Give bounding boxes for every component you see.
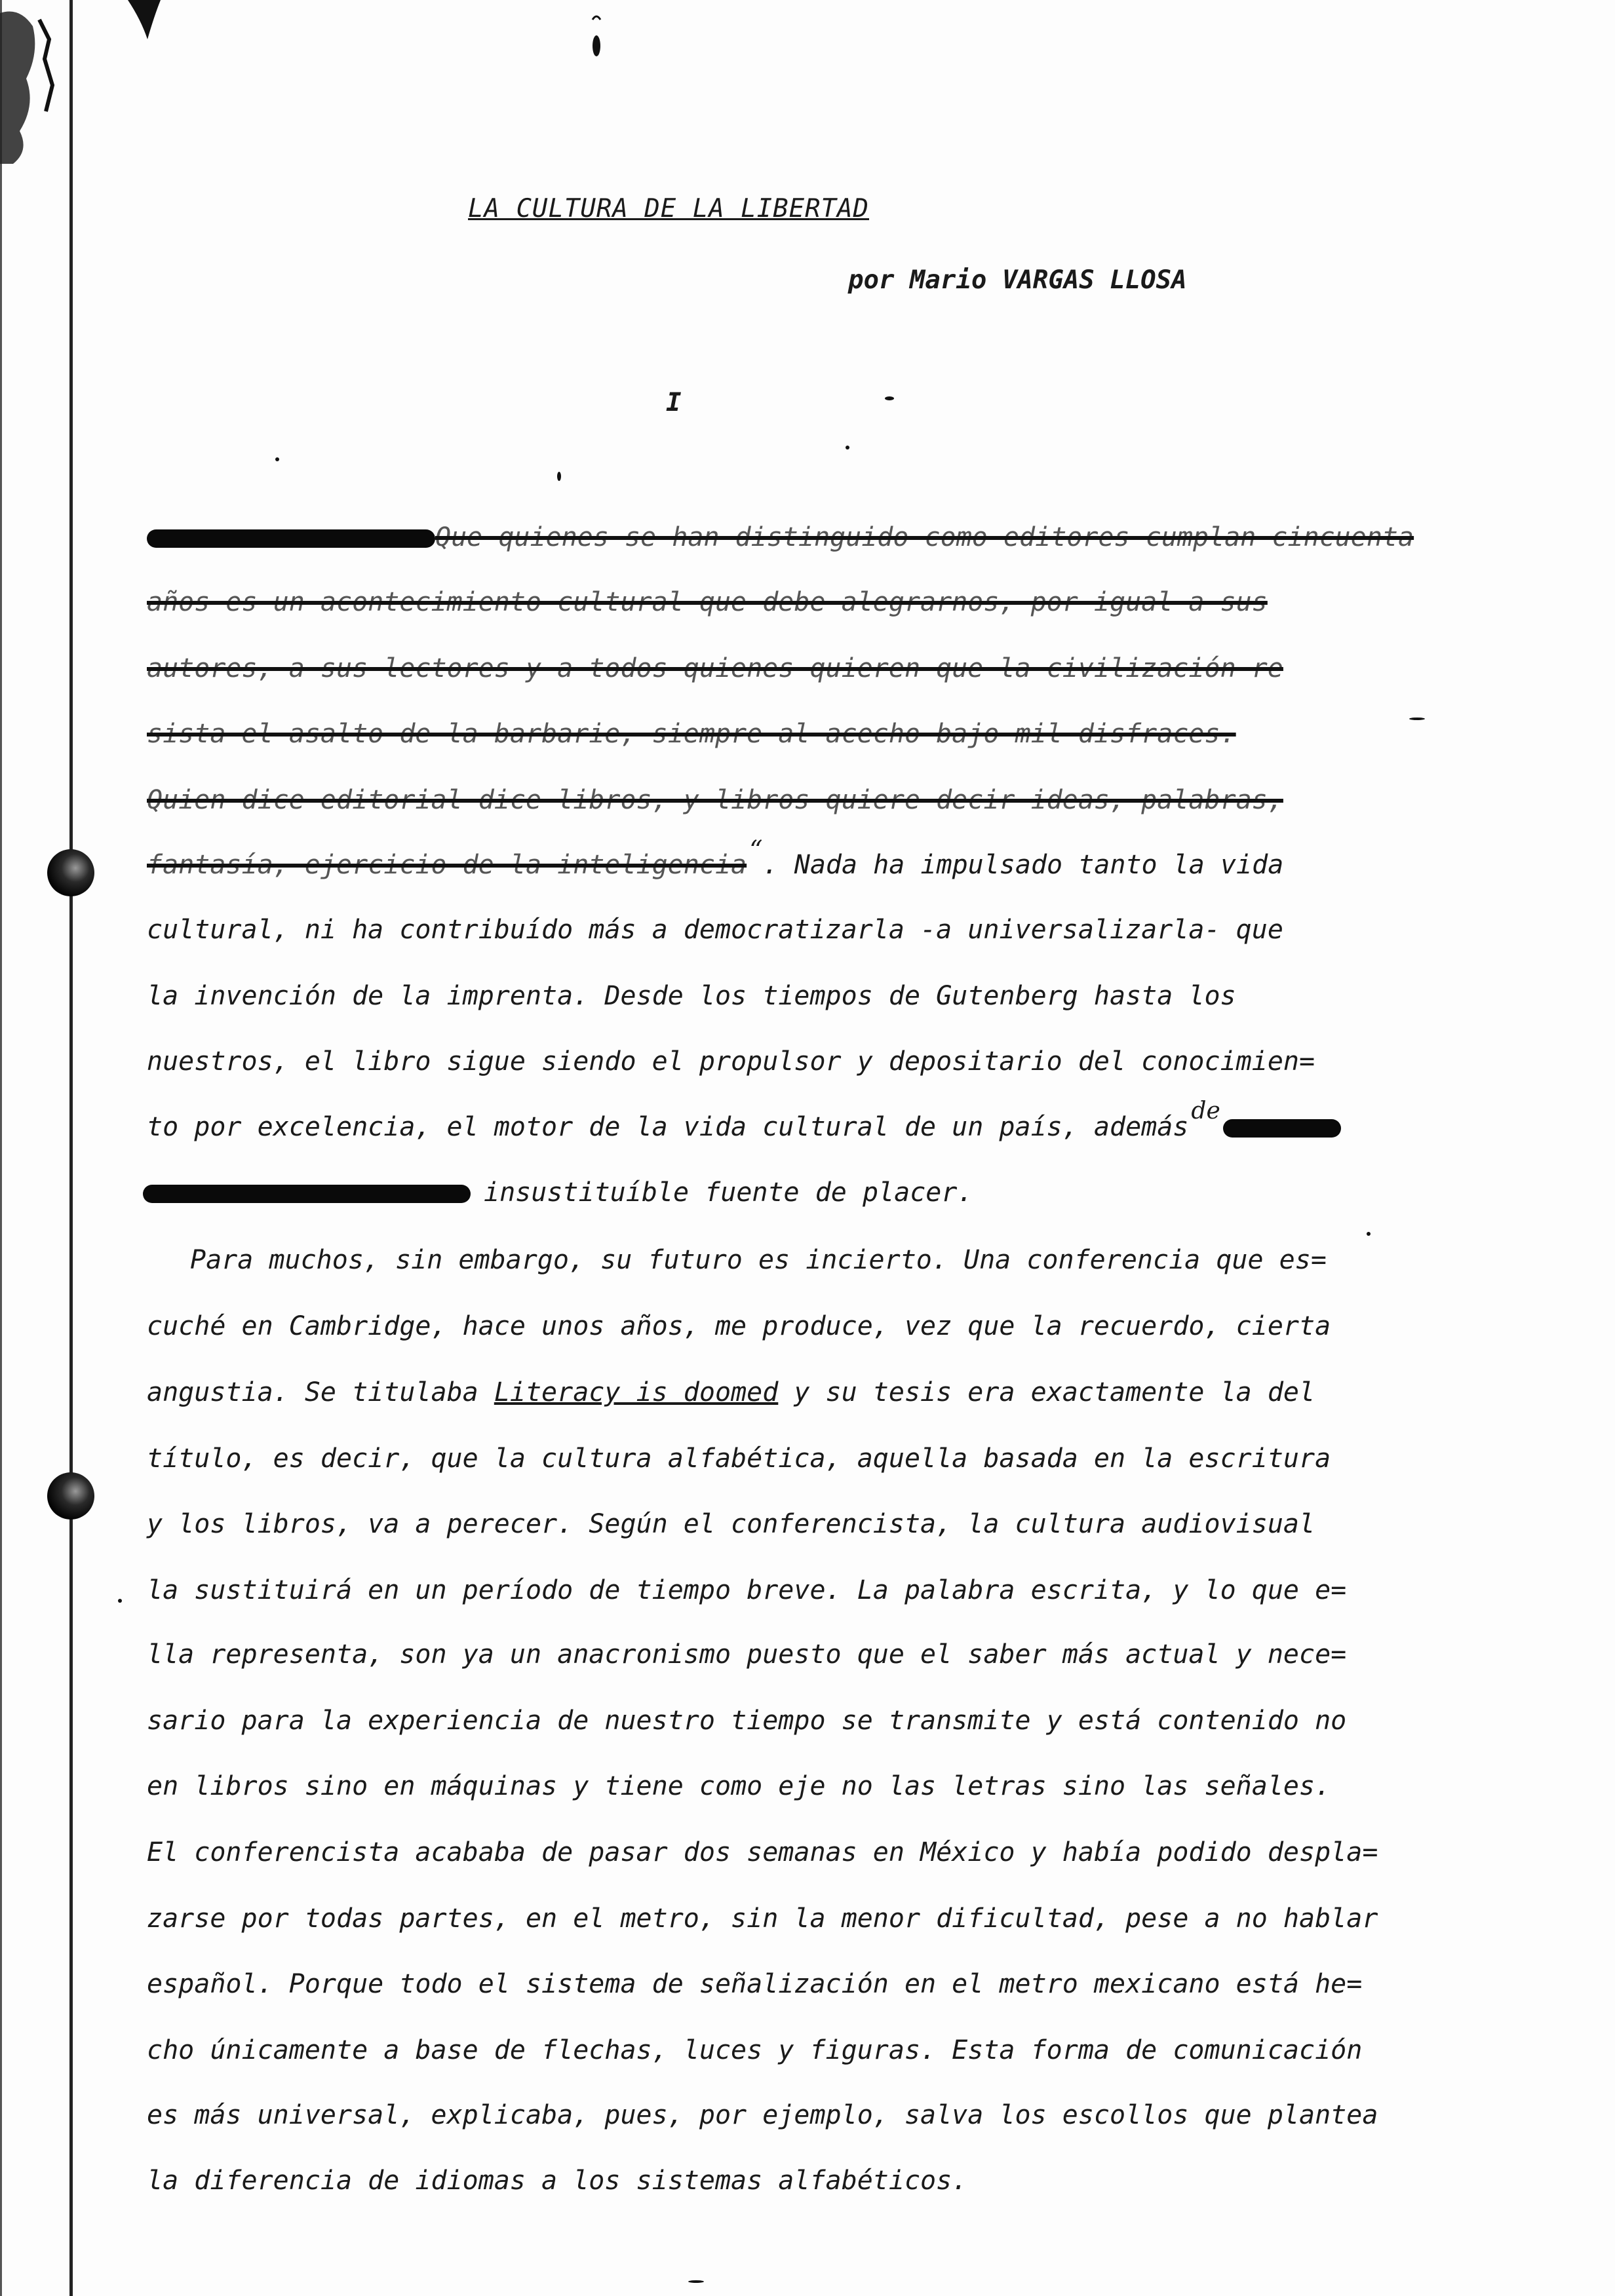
body-text: . Nada ha impulsado tanto la vida [762, 850, 1284, 880]
speck [1367, 1232, 1371, 1236]
paragraph2-line-11: zarse por todas partes, en el metro, sin la menor dificultad, pese a no hablar [147, 1904, 1378, 1934]
paragraph2-line-5: y los libros, va a perecer. Según el conferencista, la cultura audiovisual [147, 1509, 1315, 1539]
redaction-mark [147, 529, 435, 548]
handwritten-quote-mark: “ [749, 835, 763, 866]
speck [118, 1599, 122, 1603]
redaction-mark [143, 1185, 471, 1203]
paragraph2-line-14: es más universal, explicaba, pues, por ejemplo, salva los escollos que plantea [147, 2100, 1378, 2130]
handwritten-insert: de [1191, 1098, 1220, 1124]
paragraph2-line-13: cho únicamente a base de flechas, luces y figuras. Esta forma de comunicación [147, 2035, 1363, 2065]
paragraph2-line-10: El conferencista acababa de pasar dos semanas en México y había podido despla= [147, 1837, 1378, 1867]
paragraph2-line-9: en libros sino en máquinas y tiene como eje no las letras sino las señales. [147, 1771, 1331, 1801]
paragraph2-line-4: título, es decir, que la cultura alfabética, aquella basada en la escritura [147, 1444, 1331, 1474]
paragraph2-line-7: lla representa, son ya un anacronismo puesto que el saber más actual y nece= [147, 1639, 1347, 1670]
speck [885, 396, 894, 400]
document-title: LA CULTURA DE LA LIBERTAD [468, 194, 869, 223]
struck-line-1 [147, 518, 1414, 557]
body-text: to por excelencia, el motor de la vida cultural de un país, además [147, 1112, 1189, 1142]
paragraph1-line-4: nuestros, el libro sigue siendo el propulsor y depositario del conocimien= [147, 1046, 1315, 1077]
struck-text: años es un acontecimiento cultural que debe alegrarnos, por igual a sus [147, 587, 1268, 617]
paragraph2-line-3 [147, 1373, 1315, 1412]
document-author: por Mario VARGAS LLOSA [848, 265, 1187, 295]
struck-text: fantasía, ejercicio de la inteligencia [147, 850, 747, 880]
struck-text: sista el asalto de la barbarie, siempre al acecho bajo mil disfraces. [147, 719, 1236, 749]
paragraph2-line-2: cuché en Cambridge, hace unos años, me produce, vez que la recuerdo, cierta [147, 1311, 1331, 1341]
body-text: insustituíble fuente de placer. [484, 1177, 973, 1208]
struck-line-2 [147, 583, 1268, 622]
speck [557, 472, 561, 481]
section-number: I [666, 388, 682, 417]
speck [275, 457, 279, 461]
page-left-edge [0, 0, 2, 2296]
binder-hole-lower [47, 1472, 94, 1520]
body-text: y su tesis era exactamente la del [778, 1377, 1315, 1407]
speck [688, 2280, 704, 2283]
redaction-mark [1223, 1119, 1341, 1138]
top-ink-blot [125, 0, 164, 46]
paragraph1-line-2: cultural, ni ha contribuído más a democratizarla -a universalizarla- que [147, 915, 1283, 945]
paragraph1-line-1 [147, 835, 1284, 885]
paragraph1-line-5 [147, 1098, 1341, 1147]
top-punch-mark [590, 13, 603, 59]
speck [846, 446, 849, 450]
struck-line-4 [147, 714, 1236, 754]
paragraph2-line-12: español. Porque todo el sistema de señalización en el metro mexicano está he= [147, 1969, 1363, 1999]
corner-smudge-mark [0, 0, 92, 170]
paragraph2-line-15: la diferencia de idiomas a los sistemas alfabéticos. [147, 2166, 968, 2196]
paragraph2-line-8: sario para la experiencia de nuestro tiempo se transmite y está contenido no [147, 1706, 1347, 1736]
paragraph1-line-6 [147, 1173, 973, 1212]
paragraph1-line-3: la invención de la imprenta. Desde los tiempos de Gutenberg hasta los [147, 981, 1236, 1011]
binder-hole-upper [47, 849, 94, 896]
body-text: angustia. Se titulaba [147, 1377, 494, 1407]
paragraph2-line-1: Para muchos, sin embargo, su futuro es incierto. Una conferencia que es= [190, 1245, 1327, 1275]
struck-text: Quien dice editorial dice libros, y libros quiere decir ideas, palabras, [147, 785, 1283, 815]
struck-text: autores, a sus lectores y a todos quienes quieren que la civilización re [147, 653, 1283, 683]
struck-line-3 [147, 649, 1283, 688]
underlined-title: Literacy is doomed [494, 1377, 779, 1407]
speck [1409, 718, 1425, 720]
struck-line-5 [147, 780, 1283, 820]
struck-text: Que quienes se han distinguido como editores cumplan cincuenta [435, 522, 1414, 552]
margin-rule [69, 0, 73, 2296]
paragraph2-line-6: la sustituirá en un período de tiempo breve. La palabra escrita, y lo que e= [147, 1575, 1347, 1605]
